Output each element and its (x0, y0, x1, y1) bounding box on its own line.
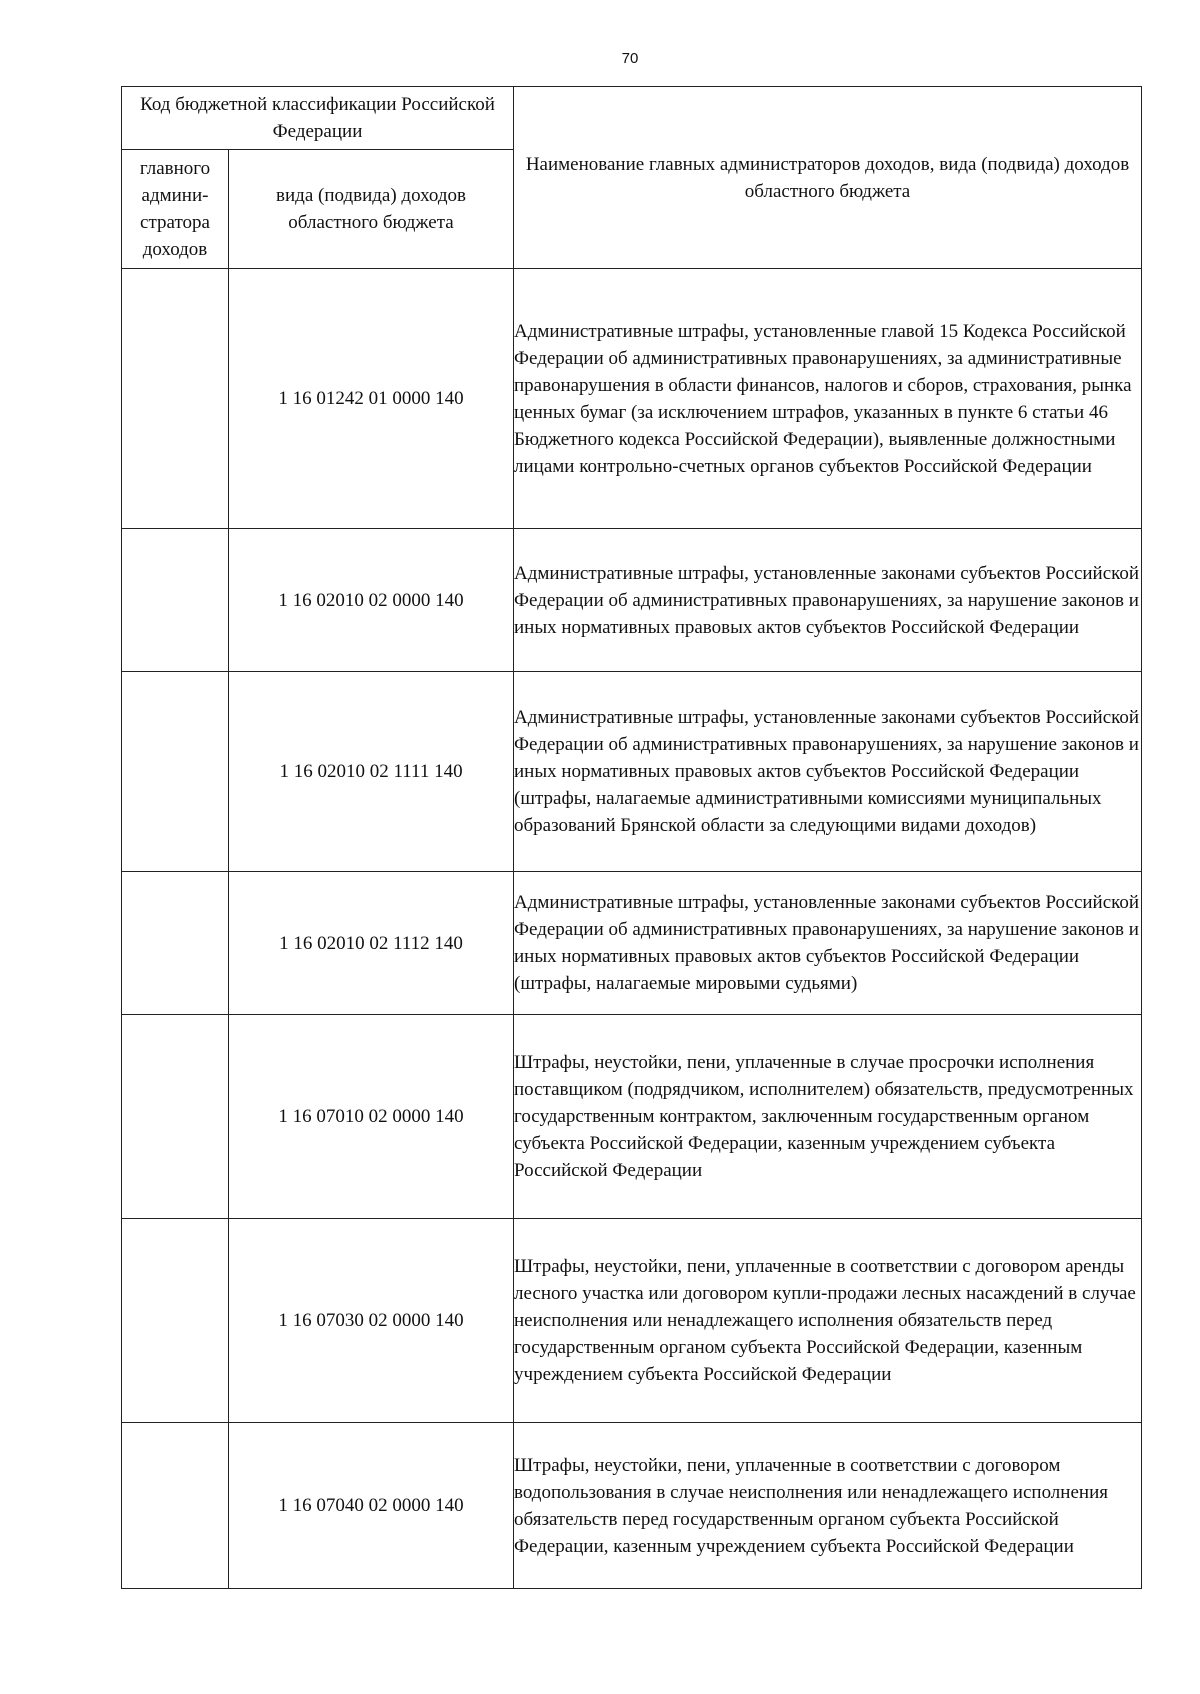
income-code-cell: 1 16 07040 02 0000 140 (229, 1423, 514, 1589)
table-row (122, 1423, 1142, 1589)
table-row (122, 1015, 1142, 1219)
income-name-cell: Административные штрафы, установленные законами субъектов Российской Федерации об административных правонарушениях, за нарушение законов и иных нормативных правовых актов субъектов Российской Федерации (514, 529, 1142, 672)
header-classification-code: Код бюджетной классификации Российской Федерации (122, 87, 514, 150)
header-main-administrator: главного админи-стратора доходов (122, 150, 229, 269)
header-administrator-name: Наименование главных администраторов доходов, вида (подвида) доходов областного бюджета (514, 87, 1142, 269)
income-code-cell: 1 16 02010 02 1111 140 (229, 672, 514, 872)
table-row (122, 1219, 1142, 1423)
admin-code-cell (122, 672, 229, 872)
income-name-cell: Административные штрафы, установленные законами субъектов Российской Федерации об административных правонарушениях, за нарушение законов и иных нормативных правовых актов субъектов Российской Федерации (штрафы, налагаемые административными комиссиями муниципальных образований Брянской области за следующими видами доходов) (514, 672, 1142, 872)
income-code-cell: 1 16 07030 02 0000 140 (229, 1219, 514, 1423)
income-code-cell: 1 16 01242 01 0000 140 (229, 269, 514, 529)
admin-code-cell (122, 1423, 229, 1589)
admin-code-cell (122, 1015, 229, 1219)
table-body (122, 269, 1142, 1589)
admin-code-cell (122, 1219, 229, 1423)
table-row (122, 529, 1142, 672)
admin-code-cell (122, 872, 229, 1015)
income-name-cell: Административные штрафы, установленные законами субъектов Российской Федерации об административных правонарушениях, за нарушение законов и иных нормативных правовых актов субъектов Российской Федерации (штрафы, налагаемые мировыми судьями) (514, 872, 1142, 1015)
income-name-cell: Штрафы, неустойки, пени, уплаченные в случае просрочки исполнения поставщиком (подрядчиком, исполнителем) обязательств, предусмотренных государственным контрактом, заключенным государственным органом субъекта Российской Федерации, казенным учреждением субъекта Российской Федерации (514, 1015, 1142, 1219)
budget-classification-table (121, 86, 1142, 1589)
page-number: 70 (621, 50, 639, 67)
income-name-cell: Административные штрафы, установленные главой 15 Кодекса Российской Федерации об административных правонарушениях, за административные правонарушения в области финансов, налогов и сборов, страхования, рынка ценных бумаг (за исключением штрафов, указанных в пункте 6 статьи 46 Бюджетного кодекса Российской Федерации), выявленные должностными лицами контрольно-счетных органов субъектов Российской Федерации (514, 269, 1142, 529)
table-header (122, 87, 1142, 269)
header-income-kind: вида (подвида) доходов областного бюджета (229, 150, 514, 269)
table-row (122, 672, 1142, 872)
income-name-cell: Штрафы, неустойки, пени, уплаченные в соответствии с договором аренды лесного участка или договором купли-продажи лесных насаждений в случае неисполнения или ненадлежащего исполнения обязательств перед государственным органом субъекта Российской Федерации, казенным учреждением субъекта Российской Федерации (514, 1219, 1142, 1423)
income-code-cell: 1 16 02010 02 0000 140 (229, 529, 514, 672)
admin-code-cell (122, 269, 229, 529)
income-code-cell: 1 16 07010 02 0000 140 (229, 1015, 514, 1219)
table-row (122, 269, 1142, 529)
admin-code-cell (122, 529, 229, 672)
income-name-cell: Штрафы, неустойки, пени, уплаченные в соответствии с договором водопользования в случае неисполнения или ненадлежащего исполнения обязательств перед государственным органом субъекта Российской Федерации, казенным учреждением субъекта Российской Федерации (514, 1423, 1142, 1589)
table-row (122, 872, 1142, 1015)
income-code-cell: 1 16 02010 02 1112 140 (229, 872, 514, 1015)
